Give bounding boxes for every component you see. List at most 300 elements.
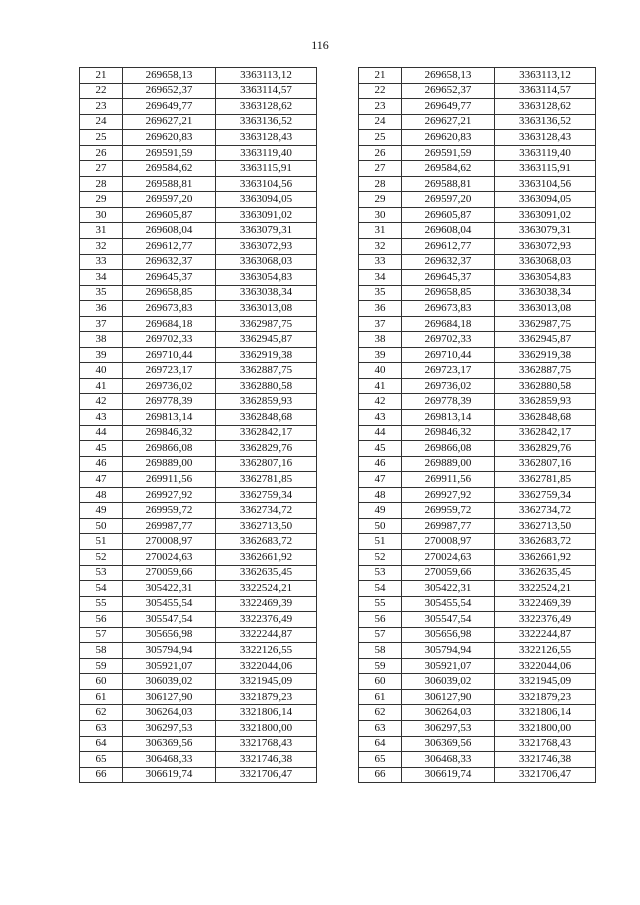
table-row [359,441,596,457]
x-coordinate-cell: 306264,03 [402,705,495,721]
table-row [359,285,596,301]
x-coordinate-cell: 306264,03 [123,705,216,721]
point-number-cell: 65 [80,752,123,768]
y-coordinate-cell: 3363094,05 [216,192,317,208]
y-coordinate-cell: 3362807,16 [216,456,317,472]
y-coordinate-cell: 3362859,93 [495,394,596,410]
y-coordinate-cell: 3362887,75 [216,363,317,379]
point-number-cell: 63 [80,720,123,736]
x-coordinate-cell: 305547,54 [123,612,216,628]
table-row [359,223,596,239]
x-coordinate-cell: 269591,59 [123,145,216,161]
y-coordinate-cell: 3363128,43 [216,130,317,146]
x-coordinate-cell: 269723,17 [402,363,495,379]
y-coordinate-cell: 3363104,56 [216,176,317,192]
table-row [80,68,317,84]
x-coordinate-cell: 306039,02 [402,674,495,690]
x-coordinate-cell: 269627,21 [123,114,216,130]
table-row [80,176,317,192]
table-row [359,239,596,255]
y-coordinate-cell: 3363091,02 [495,207,596,223]
x-coordinate-cell: 269597,20 [402,192,495,208]
y-coordinate-cell: 3322469,39 [216,596,317,612]
y-coordinate-cell: 3321706,47 [216,767,317,783]
x-coordinate-cell: 306297,53 [402,720,495,736]
y-coordinate-cell: 3363128,62 [495,99,596,115]
table-row [80,705,317,721]
x-coordinate-cell: 270059,66 [402,565,495,581]
point-number-cell: 64 [359,736,402,752]
y-coordinate-cell: 3362683,72 [216,534,317,550]
table-row [80,223,317,239]
y-coordinate-cell: 3363104,56 [495,176,596,192]
y-coordinate-cell: 3363119,40 [495,145,596,161]
table-row [359,83,596,99]
x-coordinate-cell: 269911,56 [123,472,216,488]
table-row [359,674,596,690]
x-coordinate-cell: 269813,14 [123,410,216,426]
x-coordinate-cell: 269584,62 [402,161,495,177]
table-row [80,161,317,177]
point-number-cell: 28 [80,176,123,192]
point-number-cell: 53 [80,565,123,581]
point-number-cell: 52 [359,549,402,565]
table-row [359,705,596,721]
table-row [80,549,317,565]
table-row [80,534,317,550]
table-row [359,767,596,783]
point-number-cell: 59 [359,658,402,674]
point-number-cell: 26 [359,145,402,161]
x-coordinate-cell: 269620,83 [123,130,216,146]
point-number-cell: 53 [359,565,402,581]
table-row [80,192,317,208]
point-number-cell: 31 [80,223,123,239]
table-row [80,518,317,534]
table-row [80,83,317,99]
point-number-cell: 25 [359,130,402,146]
y-coordinate-cell: 3321768,43 [495,736,596,752]
point-number-cell: 37 [80,316,123,332]
x-coordinate-cell: 269710,44 [123,347,216,363]
y-coordinate-cell: 3322126,55 [495,643,596,659]
x-coordinate-cell: 269673,83 [123,301,216,317]
table-row [80,332,317,348]
table-row [359,736,596,752]
x-coordinate-cell: 305921,07 [123,658,216,674]
table-row [80,627,317,643]
table-row [80,410,317,426]
point-number-cell: 58 [359,643,402,659]
y-coordinate-cell: 3363113,12 [495,68,596,84]
point-number-cell: 47 [80,472,123,488]
x-coordinate-cell: 306369,56 [402,736,495,752]
x-coordinate-cell: 270059,66 [123,565,216,581]
x-coordinate-cell: 269645,37 [402,270,495,286]
table-row [80,114,317,130]
y-coordinate-cell: 3321879,23 [495,689,596,705]
y-coordinate-cell: 3363079,31 [495,223,596,239]
point-number-cell: 62 [359,705,402,721]
point-number-cell: 52 [80,549,123,565]
y-coordinate-cell: 3363068,03 [216,254,317,270]
x-coordinate-cell: 269608,04 [123,223,216,239]
y-coordinate-cell: 3362842,17 [495,425,596,441]
table-row [80,425,317,441]
x-coordinate-cell: 305455,54 [402,596,495,612]
table-row [359,643,596,659]
table-row [359,270,596,286]
x-coordinate-cell: 269736,02 [402,378,495,394]
table-row [359,472,596,488]
x-coordinate-cell: 269632,37 [402,254,495,270]
table-row [359,581,596,597]
y-coordinate-cell: 3322244,87 [216,627,317,643]
table-row [359,161,596,177]
point-number-cell: 21 [359,68,402,84]
table-row [80,767,317,783]
table-row [359,720,596,736]
point-number-cell: 44 [80,425,123,441]
point-number-cell: 60 [359,674,402,690]
point-number-cell: 63 [359,720,402,736]
x-coordinate-cell: 306039,02 [123,674,216,690]
point-number-cell: 64 [80,736,123,752]
x-coordinate-cell: 269927,92 [123,487,216,503]
y-coordinate-cell: 3362919,38 [495,347,596,363]
y-coordinate-cell: 3321800,00 [495,720,596,736]
point-number-cell: 56 [80,612,123,628]
point-number-cell: 29 [80,192,123,208]
point-number-cell: 24 [80,114,123,130]
point-number-cell: 41 [80,378,123,394]
x-coordinate-cell: 270008,97 [402,534,495,550]
table-row [359,487,596,503]
y-coordinate-cell: 3321800,00 [216,720,317,736]
page-number: 116 [311,38,329,52]
table-row [80,378,317,394]
y-coordinate-cell: 3362734,72 [216,503,317,519]
x-coordinate-cell: 269658,13 [402,68,495,84]
table-row [80,689,317,705]
y-coordinate-cell: 3363113,12 [216,68,317,84]
table-row [359,689,596,705]
point-number-cell: 31 [359,223,402,239]
table-row [359,99,596,115]
x-coordinate-cell: 269620,83 [402,130,495,146]
point-number-cell: 49 [80,503,123,519]
point-number-cell: 47 [359,472,402,488]
x-coordinate-cell: 269959,72 [402,503,495,519]
x-coordinate-cell: 269710,44 [402,347,495,363]
table-row [359,394,596,410]
coordinates-table-left [79,67,317,783]
point-number-cell: 33 [80,254,123,270]
x-coordinate-cell: 270008,97 [123,534,216,550]
y-coordinate-cell: 3363119,40 [216,145,317,161]
y-coordinate-cell: 3322524,21 [216,581,317,597]
x-coordinate-cell: 305422,31 [123,581,216,597]
x-coordinate-cell: 306297,53 [123,720,216,736]
x-coordinate-cell: 269632,37 [123,254,216,270]
x-coordinate-cell: 305656,98 [402,627,495,643]
point-number-cell: 49 [359,503,402,519]
coordinates-table-left-body [80,68,317,783]
point-number-cell: 54 [80,581,123,597]
x-coordinate-cell: 306619,74 [402,767,495,783]
table-row [359,612,596,628]
point-number-cell: 32 [80,239,123,255]
point-number-cell: 56 [359,612,402,628]
table-row [359,332,596,348]
table-row [359,114,596,130]
point-number-cell: 33 [359,254,402,270]
table-row [359,145,596,161]
x-coordinate-cell: 269846,32 [123,425,216,441]
point-number-cell: 51 [359,534,402,550]
x-coordinate-cell: 269612,77 [402,239,495,255]
point-number-cell: 46 [359,456,402,472]
y-coordinate-cell: 3362859,93 [216,394,317,410]
y-coordinate-cell: 3363094,05 [495,192,596,208]
table-row [359,207,596,223]
y-coordinate-cell: 3362635,45 [495,565,596,581]
table-row [80,643,317,659]
point-number-cell: 55 [80,596,123,612]
y-coordinate-cell: 3362661,92 [495,549,596,565]
x-coordinate-cell: 269584,62 [123,161,216,177]
point-number-cell: 50 [359,518,402,534]
y-coordinate-cell: 3322244,87 [495,627,596,643]
y-coordinate-cell: 3362848,68 [495,410,596,426]
x-coordinate-cell: 270024,63 [402,549,495,565]
point-number-cell: 36 [359,301,402,317]
point-number-cell: 35 [359,285,402,301]
x-coordinate-cell: 269684,18 [123,316,216,332]
y-coordinate-cell: 3363114,57 [216,83,317,99]
table-row [359,68,596,84]
point-number-cell: 40 [80,363,123,379]
point-number-cell: 27 [80,161,123,177]
table-row [359,316,596,332]
table-row [80,612,317,628]
y-coordinate-cell: 3362759,34 [495,487,596,503]
point-number-cell: 66 [80,767,123,783]
point-number-cell: 51 [80,534,123,550]
table-row [359,192,596,208]
point-number-cell: 57 [80,627,123,643]
table-row [80,207,317,223]
point-number-cell: 61 [80,689,123,705]
point-number-cell: 50 [80,518,123,534]
x-coordinate-cell: 269612,77 [123,239,216,255]
point-number-cell: 26 [80,145,123,161]
point-number-cell: 35 [80,285,123,301]
table-row [80,674,317,690]
y-coordinate-cell: 3363013,08 [495,301,596,317]
table-row [359,518,596,534]
table-row [359,130,596,146]
y-coordinate-cell: 3363136,52 [495,114,596,130]
table-row [80,503,317,519]
x-coordinate-cell: 269778,39 [123,394,216,410]
y-coordinate-cell: 3363072,93 [216,239,317,255]
point-number-cell: 22 [359,83,402,99]
x-coordinate-cell: 269911,56 [402,472,495,488]
y-coordinate-cell: 3322524,21 [495,581,596,597]
x-coordinate-cell: 306127,90 [123,689,216,705]
point-number-cell: 39 [80,347,123,363]
y-coordinate-cell: 3363068,03 [495,254,596,270]
y-coordinate-cell: 3363128,62 [216,99,317,115]
y-coordinate-cell: 3362829,76 [495,441,596,457]
x-coordinate-cell: 269959,72 [123,503,216,519]
point-number-cell: 43 [80,410,123,426]
table-row [80,658,317,674]
x-coordinate-cell: 269627,21 [402,114,495,130]
x-coordinate-cell: 305547,54 [402,612,495,628]
x-coordinate-cell: 269649,77 [123,99,216,115]
point-number-cell: 41 [359,378,402,394]
point-number-cell: 21 [80,68,123,84]
coordinates-table-right [358,67,596,783]
point-number-cell: 55 [359,596,402,612]
x-coordinate-cell: 269652,37 [123,83,216,99]
x-coordinate-cell: 306619,74 [123,767,216,783]
y-coordinate-cell: 3363136,52 [216,114,317,130]
x-coordinate-cell: 269658,13 [123,68,216,84]
table-row [80,565,317,581]
y-coordinate-cell: 3363054,83 [495,270,596,286]
table-row [80,720,317,736]
table-row [359,456,596,472]
y-coordinate-cell: 3362807,16 [495,456,596,472]
x-coordinate-cell: 270024,63 [123,549,216,565]
point-number-cell: 62 [80,705,123,721]
y-coordinate-cell: 3363128,43 [495,130,596,146]
y-coordinate-cell: 3322126,55 [216,643,317,659]
y-coordinate-cell: 3322376,49 [216,612,317,628]
y-coordinate-cell: 3362945,87 [495,332,596,348]
x-coordinate-cell: 269889,00 [402,456,495,472]
x-coordinate-cell: 305794,94 [123,643,216,659]
x-coordinate-cell: 269588,81 [123,176,216,192]
x-coordinate-cell: 269846,32 [402,425,495,441]
table-row [80,301,317,317]
point-number-cell: 32 [359,239,402,255]
x-coordinate-cell: 306127,90 [402,689,495,705]
x-coordinate-cell: 269673,83 [402,301,495,317]
y-coordinate-cell: 3363115,91 [216,161,317,177]
y-coordinate-cell: 3322044,06 [216,658,317,674]
table-row [359,503,596,519]
point-number-cell: 23 [80,99,123,115]
x-coordinate-cell: 269987,77 [402,518,495,534]
table-row [359,565,596,581]
point-number-cell: 27 [359,161,402,177]
point-number-cell: 39 [359,347,402,363]
y-coordinate-cell: 3362661,92 [216,549,317,565]
y-coordinate-cell: 3363114,57 [495,83,596,99]
y-coordinate-cell: 3362919,38 [216,347,317,363]
point-number-cell: 61 [359,689,402,705]
table-row [359,378,596,394]
y-coordinate-cell: 3321746,38 [216,752,317,768]
table-row [80,99,317,115]
point-number-cell: 40 [359,363,402,379]
x-coordinate-cell: 269987,77 [123,518,216,534]
x-coordinate-cell: 269649,77 [402,99,495,115]
point-number-cell: 37 [359,316,402,332]
point-number-cell: 57 [359,627,402,643]
table-row [359,363,596,379]
point-number-cell: 24 [359,114,402,130]
y-coordinate-cell: 3321945,09 [216,674,317,690]
x-coordinate-cell: 305455,54 [123,596,216,612]
y-coordinate-cell: 3362713,50 [495,518,596,534]
x-coordinate-cell: 269645,37 [123,270,216,286]
point-number-cell: 38 [359,332,402,348]
y-coordinate-cell: 3362781,85 [495,472,596,488]
table-row [359,658,596,674]
table-row [359,596,596,612]
point-number-cell: 46 [80,456,123,472]
table-row [359,176,596,192]
y-coordinate-cell: 3322044,06 [495,658,596,674]
x-coordinate-cell: 269588,81 [402,176,495,192]
y-coordinate-cell: 3363054,83 [216,270,317,286]
y-coordinate-cell: 3321768,43 [216,736,317,752]
point-number-cell: 45 [80,441,123,457]
y-coordinate-cell: 3321806,14 [495,705,596,721]
x-coordinate-cell: 269591,59 [402,145,495,161]
table-row [80,130,317,146]
y-coordinate-cell: 3321945,09 [495,674,596,690]
x-coordinate-cell: 269684,18 [402,316,495,332]
y-coordinate-cell: 3321806,14 [216,705,317,721]
y-coordinate-cell: 3362880,58 [216,378,317,394]
point-number-cell: 54 [359,581,402,597]
table-row [359,301,596,317]
y-coordinate-cell: 3321879,23 [216,689,317,705]
table-row [80,285,317,301]
point-number-cell: 34 [80,270,123,286]
point-number-cell: 44 [359,425,402,441]
point-number-cell: 22 [80,83,123,99]
x-coordinate-cell: 269813,14 [402,410,495,426]
y-coordinate-cell: 3321746,38 [495,752,596,768]
table-row [80,472,317,488]
y-coordinate-cell: 3363013,08 [216,301,317,317]
point-number-cell: 58 [80,643,123,659]
x-coordinate-cell: 305422,31 [402,581,495,597]
y-coordinate-cell: 3362759,34 [216,487,317,503]
table-row [80,736,317,752]
point-number-cell: 48 [80,487,123,503]
table-row [80,239,317,255]
table-row [80,363,317,379]
table-row [80,394,317,410]
table-row [80,316,317,332]
point-number-cell: 36 [80,301,123,317]
point-number-cell: 23 [359,99,402,115]
table-row [80,487,317,503]
x-coordinate-cell: 269652,37 [402,83,495,99]
x-coordinate-cell: 306369,56 [123,736,216,752]
table-row [80,581,317,597]
coordinates-table-right-body [359,68,596,783]
point-number-cell: 66 [359,767,402,783]
